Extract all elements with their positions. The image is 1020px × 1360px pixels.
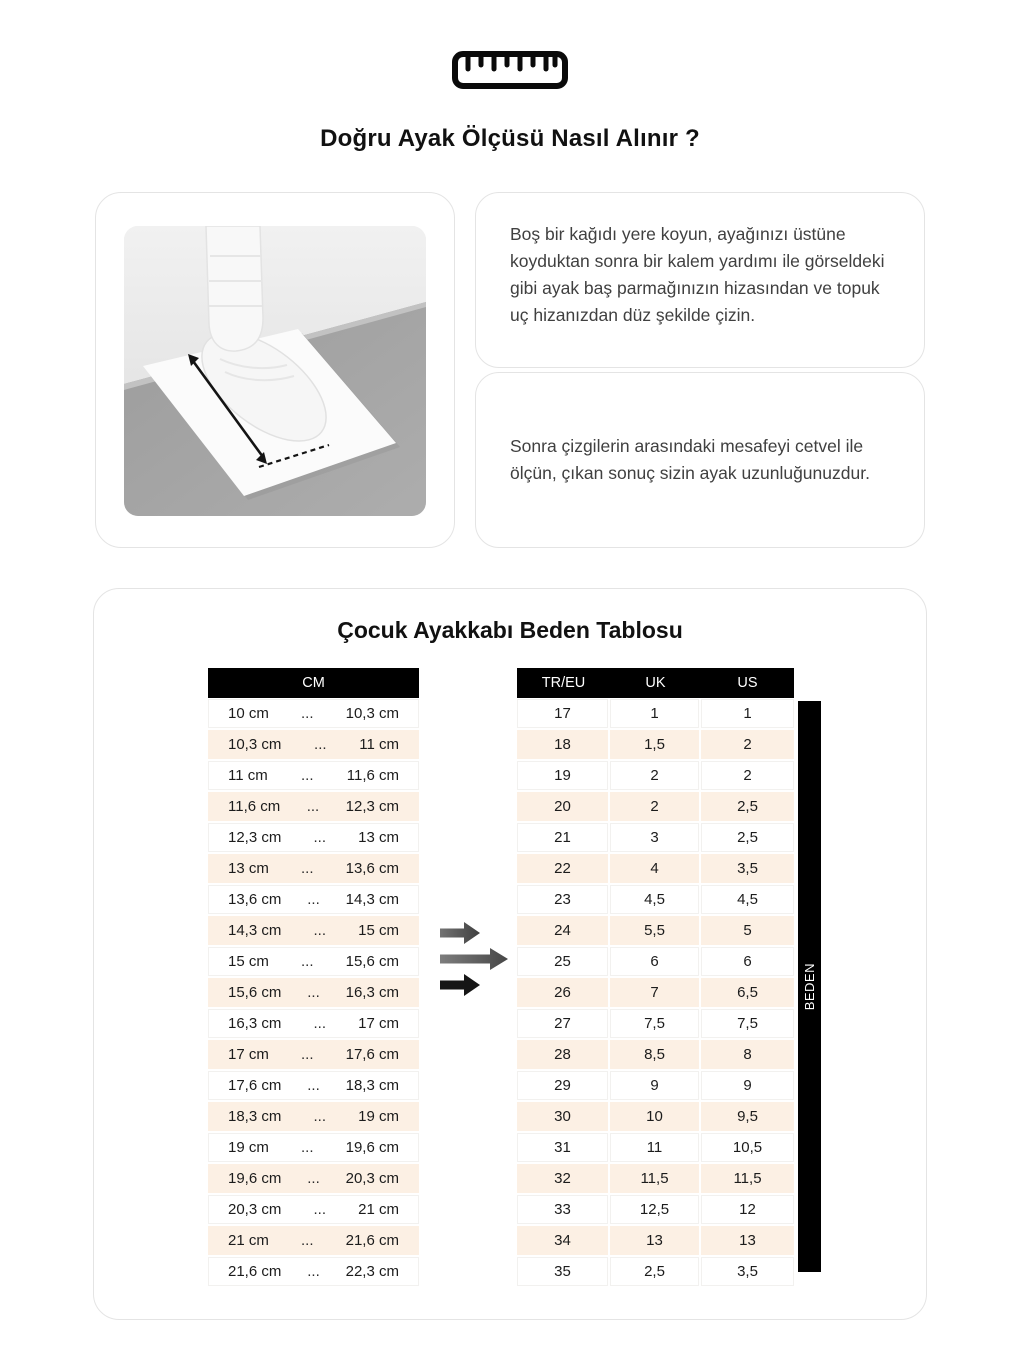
ruler-icon	[0, 50, 1020, 90]
instruction-step-1	[475, 192, 925, 368]
cm-range-dots: ...	[300, 953, 314, 970]
treu-value: 20	[517, 792, 608, 821]
us-value: 4,5	[701, 885, 794, 914]
cm-from-value: 10,3 cm	[228, 736, 282, 753]
treu-value: 32	[517, 1164, 608, 1193]
cm-to-value: 21 cm	[358, 1201, 399, 1218]
cm-table-row	[208, 1226, 419, 1255]
cm-table-row	[208, 916, 419, 945]
cm-table-row	[208, 947, 419, 976]
cm-range-dots: ...	[314, 736, 327, 753]
cm-from-value: 21,6 cm	[228, 1263, 282, 1280]
cm-from-value: 20,3 cm	[228, 1201, 282, 1218]
treu-value: 28	[517, 1040, 608, 1069]
size-table-row	[517, 761, 794, 790]
us-value: 6,5	[701, 978, 794, 1007]
us-value: 2	[701, 761, 794, 790]
cm-range-dots: ...	[300, 705, 314, 722]
cm-table-row	[208, 792, 419, 821]
cm-range-dots: ...	[313, 829, 326, 846]
cm-to-value: 13,6 cm	[345, 860, 399, 877]
size-table-row	[517, 1040, 794, 1069]
treu-value: 26	[517, 978, 608, 1007]
cm-from-value: 15,6 cm	[228, 984, 282, 1001]
size-table-row	[517, 854, 794, 883]
cm-table-row	[208, 854, 419, 883]
uk-value: 12,5	[610, 1195, 699, 1224]
cm-from-value: 13 cm	[228, 860, 269, 877]
us-value: 11,5	[701, 1164, 794, 1193]
us-value: 10,5	[701, 1133, 794, 1162]
us-value: 1	[701, 699, 794, 728]
cm-to-value: 11 cm	[359, 736, 399, 753]
foot-photo-illustration	[124, 226, 426, 516]
us-value: 2	[701, 730, 794, 759]
us-value: 2,5	[701, 792, 794, 821]
cm-to-value: 21,6 cm	[345, 1232, 399, 1249]
size-table-header-uk: UK	[645, 675, 666, 691]
size-table-row	[517, 1102, 794, 1131]
uk-value: 2,5	[610, 1257, 699, 1286]
size-table-row	[517, 730, 794, 759]
cm-range-dots: ...	[300, 1046, 314, 1063]
treu-value: 25	[517, 947, 608, 976]
cm-table-row	[208, 1257, 419, 1286]
treu-value: 33	[517, 1195, 608, 1224]
us-value: 2,5	[701, 823, 794, 852]
treu-value: 17	[517, 699, 608, 728]
conversion-arrows-icon	[438, 919, 516, 999]
us-value: 8	[701, 1040, 794, 1069]
size-chart-title: Çocuk Ayakkabı Beden Tablosu	[337, 617, 683, 643]
treu-value: 24	[517, 916, 608, 945]
uk-value: 1	[610, 699, 699, 728]
cm-range-dots: ...	[313, 1201, 326, 1218]
cm-to-value: 13 cm	[358, 829, 399, 846]
measurement-photo-card	[95, 192, 455, 548]
treu-value: 27	[517, 1009, 608, 1038]
cm-from-value: 11,6 cm	[228, 798, 281, 815]
size-table-row	[517, 1226, 794, 1255]
uk-value: 2	[610, 792, 699, 821]
size-table-header-treu: TR/EU	[541, 675, 586, 691]
instruction-step-2-text: Sonra çizgilerin arasındaki mesafeyi cetvel ile ölçün, çıkan sonuç sizin ayak uzunluğunuzdur.	[510, 435, 870, 483]
cm-table-row	[208, 978, 419, 1007]
size-table-row	[517, 823, 794, 852]
cm-range-dots: ...	[300, 1139, 314, 1156]
treu-value: 22	[517, 854, 608, 883]
cm-table-row	[208, 1009, 419, 1038]
cm-from-value: 17 cm	[228, 1046, 269, 1063]
uk-value: 7,5	[610, 1009, 699, 1038]
us-value: 5	[701, 916, 794, 945]
uk-value: 4	[610, 854, 699, 883]
cm-from-value: 19 cm	[228, 1139, 269, 1156]
uk-value: 7	[610, 978, 699, 1007]
cm-table-row	[208, 823, 419, 852]
cm-to-value: 15,6 cm	[345, 953, 399, 970]
cm-to-value: 20,3 cm	[345, 1170, 399, 1187]
us-value: 3,5	[701, 854, 794, 883]
cm-from-value: 13,6 cm	[228, 891, 282, 908]
cm-to-value: 12,3 cm	[345, 798, 399, 815]
cm-from-value: 10 cm	[228, 705, 269, 722]
treu-value: 35	[517, 1257, 608, 1286]
cm-range-dots: ...	[300, 1232, 314, 1249]
cm-from-value: 17,6 cm	[228, 1077, 282, 1094]
size-table-row	[517, 1133, 794, 1162]
size-table-row	[517, 978, 794, 1007]
page-title: Doğru Ayak Ölçüsü Nasıl Alınır ?	[320, 125, 700, 152]
cm-table-row	[208, 885, 419, 914]
cm-range-dots: ...	[313, 922, 326, 939]
cm-table-row	[208, 730, 419, 759]
uk-value: 4,5	[610, 885, 699, 914]
foot-measurement-photo	[124, 226, 426, 516]
cm-table-row	[208, 1071, 419, 1100]
us-value: 13	[701, 1226, 794, 1255]
uk-value: 8,5	[610, 1040, 699, 1069]
cm-table-row	[208, 1040, 419, 1069]
us-value: 12	[701, 1195, 794, 1224]
cm-range-dots: ...	[307, 891, 320, 908]
cm-table-body	[208, 699, 419, 1286]
cm-from-value: 11 cm	[228, 767, 268, 784]
treu-value: 21	[517, 823, 608, 852]
cm-from-value: 15 cm	[228, 953, 269, 970]
uk-value: 9	[610, 1071, 699, 1100]
us-value: 9,5	[701, 1102, 794, 1131]
cm-from-value: 14,3 cm	[228, 922, 282, 939]
us-value: 9	[701, 1071, 794, 1100]
cm-from-value: 12,3 cm	[228, 829, 282, 846]
size-table-header-us: US	[737, 675, 758, 691]
cm-table-row	[208, 1133, 419, 1162]
cm-range-dots: ...	[313, 1015, 326, 1032]
cm-to-value: 19 cm	[358, 1108, 399, 1125]
beden-side-bar	[798, 701, 821, 1272]
size-table-row	[517, 792, 794, 821]
cm-from-value: 18,3 cm	[228, 1108, 282, 1125]
treu-value: 31	[517, 1133, 608, 1162]
uk-value: 13	[610, 1226, 699, 1255]
cm-table-row	[208, 1102, 419, 1131]
cm-from-value: 19,6 cm	[228, 1170, 282, 1187]
size-table-row	[517, 885, 794, 914]
cm-to-value: 18,3 cm	[345, 1077, 399, 1094]
cm-table-header: CM	[208, 668, 419, 698]
uk-value: 3	[610, 823, 699, 852]
uk-value: 2	[610, 761, 699, 790]
size-table-row	[517, 1195, 794, 1224]
cm-from-value: 21 cm	[228, 1232, 269, 1249]
treu-value: 30	[517, 1102, 608, 1131]
cm-table-row	[208, 1195, 419, 1224]
treu-value: 23	[517, 885, 608, 914]
size-table-body	[517, 699, 794, 1286]
us-value: 3,5	[701, 1257, 794, 1286]
uk-value: 10	[610, 1102, 699, 1131]
uk-value: 11	[610, 1133, 699, 1162]
cm-to-value: 15 cm	[358, 922, 399, 939]
size-table-row	[517, 1009, 794, 1038]
cm-to-value: 11,6 cm	[346, 767, 399, 784]
sock-leg	[206, 226, 263, 351]
cm-table-row	[208, 699, 419, 728]
uk-value: 1,5	[610, 730, 699, 759]
size-table-row	[517, 1071, 794, 1100]
instruction-step-1-text: Boş bir kağıdı yere koyun, ayağınızı üstüne koyduktan sonra bir kalem yardımı ile görseldeki gibi ayak baş parmağınızın hizasından ve topuk uç hizanızdan düz şekilde çizin.	[510, 224, 885, 326]
cm-range-dots: ...	[307, 1170, 320, 1187]
size-table-row	[517, 947, 794, 976]
size-table-header	[517, 668, 794, 698]
uk-value: 11,5	[610, 1164, 699, 1193]
size-chart-card	[93, 588, 927, 1320]
treu-value: 18	[517, 730, 608, 759]
treu-value: 29	[517, 1071, 608, 1100]
us-value: 6	[701, 947, 794, 976]
cm-to-value: 17 cm	[358, 1015, 399, 1032]
cm-range-dots: ...	[307, 1077, 320, 1094]
beden-side-label: BEDEN	[802, 962, 817, 1011]
size-table-row	[517, 699, 794, 728]
cm-to-value: 14,3 cm	[345, 891, 399, 908]
cm-to-value: 17,6 cm	[345, 1046, 399, 1063]
cm-to-value: 19,6 cm	[345, 1139, 399, 1156]
size-table-row	[517, 916, 794, 945]
size-table-row	[517, 1164, 794, 1193]
cm-range-dots: ...	[306, 798, 320, 815]
cm-range-dots: ...	[307, 1263, 320, 1280]
uk-value: 6	[610, 947, 699, 976]
treu-value: 34	[517, 1226, 608, 1255]
instruction-step-2	[475, 372, 925, 548]
size-table-row	[517, 1257, 794, 1286]
cm-to-value: 16,3 cm	[345, 984, 399, 1001]
cm-range-dots: ...	[313, 1108, 326, 1125]
cm-from-value: 16,3 cm	[228, 1015, 282, 1032]
cm-table	[208, 668, 419, 1286]
cm-to-value: 22,3 cm	[345, 1263, 399, 1280]
us-value: 7,5	[701, 1009, 794, 1038]
cm-to-value: 10,3 cm	[345, 705, 399, 722]
cm-range-dots: ...	[307, 984, 320, 1001]
cm-range-dots: ...	[300, 860, 314, 877]
treu-value: 19	[517, 761, 608, 790]
cm-table-row	[208, 761, 419, 790]
uk-value: 5,5	[610, 916, 699, 945]
cm-range-dots: ...	[300, 767, 314, 784]
cm-table-row	[208, 1164, 419, 1193]
size-table	[517, 668, 794, 1286]
